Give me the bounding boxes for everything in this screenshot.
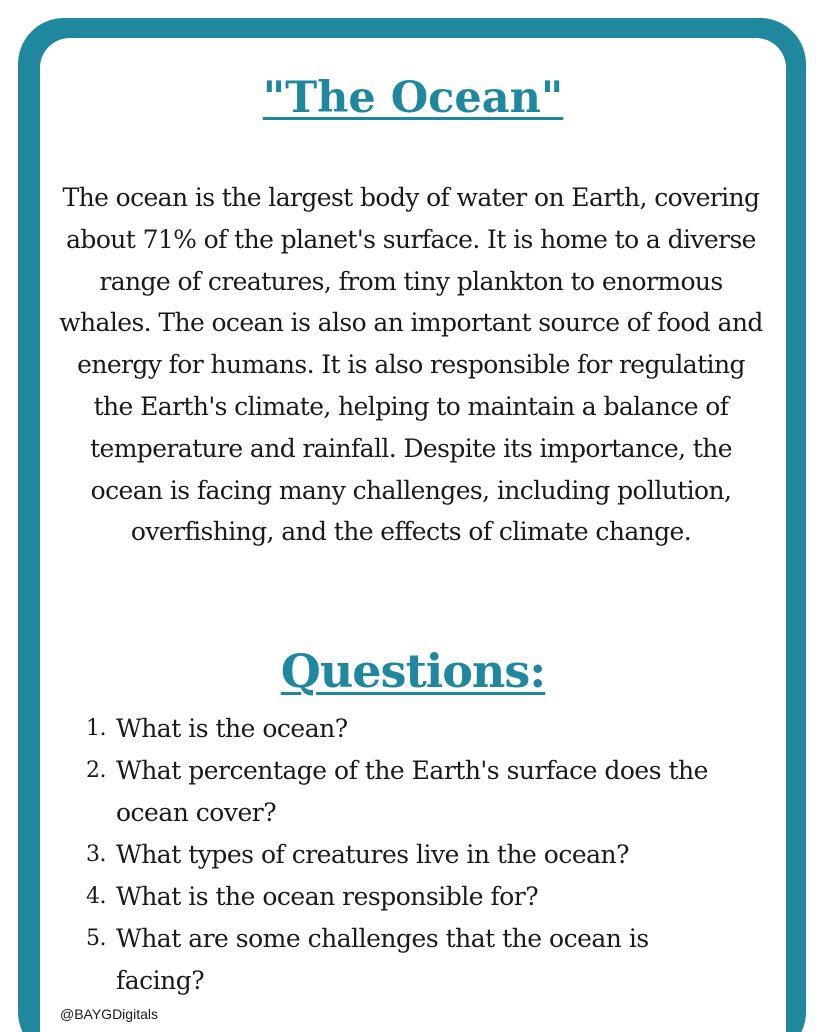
question-item bbox=[86, 876, 726, 918]
question-text: What are some challenges that the ocean is facing? bbox=[116, 924, 649, 995]
question-item bbox=[86, 708, 726, 750]
question-item bbox=[86, 918, 726, 1002]
question-item bbox=[86, 750, 726, 834]
reading-passage: The ocean is the largest body of water on Earth, covering about 71% of the planet's surface. It is home to a diverse range of creatures, from tiny plankton to enormous whales. The ocean is also an important source of food and energy for humans. It is also responsible for regulating the Earth's climate, helping to maintain a balance of temperature and rainfall. Despite its importance, the ocean is facing many challenges, including pollution, overfishing, and the effects of climate change. bbox=[59, 183, 763, 547]
question-text: What percentage of the Earth's surface does the ocean cover? bbox=[116, 756, 708, 827]
question-text: What is the ocean? bbox=[116, 714, 348, 743]
question-number: 3. bbox=[86, 842, 106, 867]
questions-list bbox=[86, 708, 726, 1002]
question-text: What is the ocean responsible for? bbox=[116, 882, 539, 911]
questions-heading: Questions: bbox=[280, 644, 546, 698]
question-number: 1. bbox=[86, 716, 106, 741]
question-number: 2. bbox=[86, 758, 106, 783]
page-title: "The Ocean" bbox=[262, 73, 564, 123]
question-number: 4. bbox=[86, 884, 106, 909]
question-text: What types of creatures live in the ocean? bbox=[116, 840, 630, 869]
question-number: 5. bbox=[86, 926, 106, 951]
question-item bbox=[86, 834, 726, 876]
watermark-handle: @BAYGDigitals bbox=[60, 1006, 158, 1022]
